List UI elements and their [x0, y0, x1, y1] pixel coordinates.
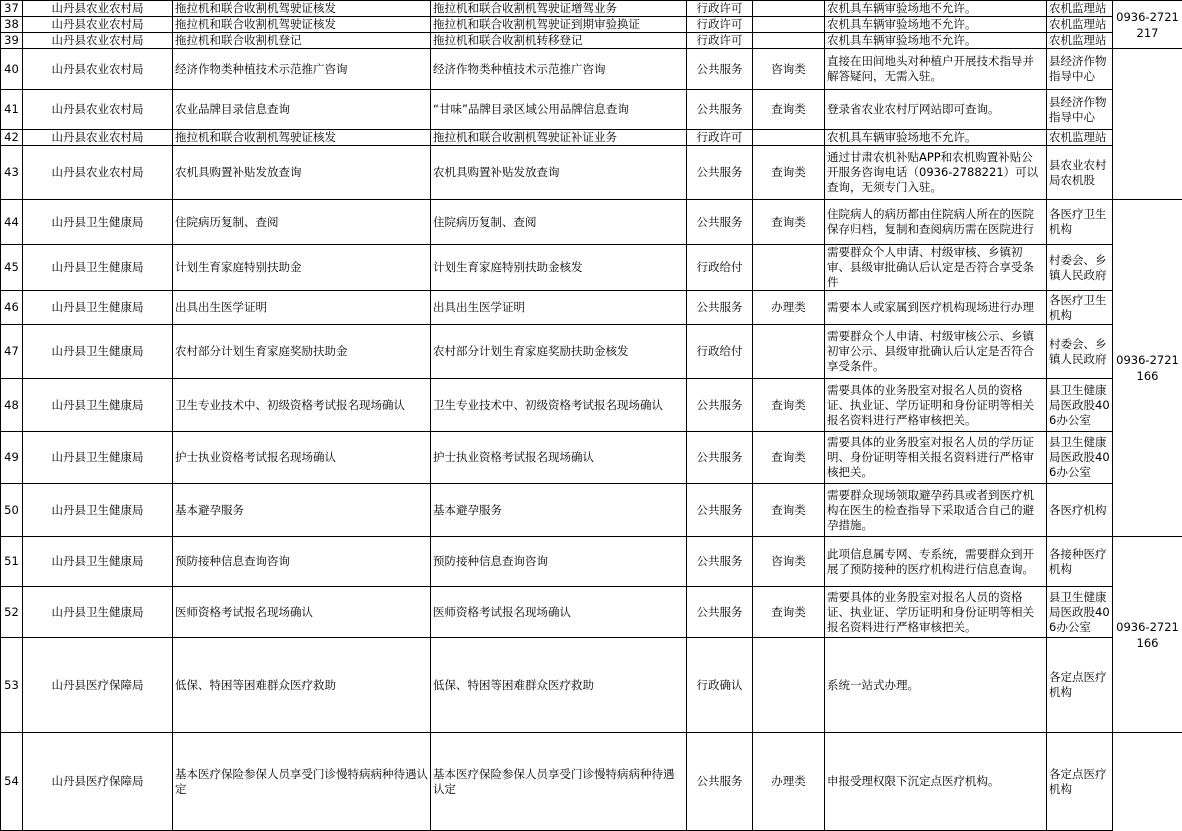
item-type-cell: 公共服务 — [687, 291, 753, 325]
table-row — [1, 484, 1182, 537]
row-number-cell: 43 — [1, 146, 23, 200]
handling-unit-cell: 各医疗卫生机构 — [1047, 200, 1113, 245]
reason-note-cell: 需要群众个人申请、村级审核、乡镇初审、县级审批确认后认定是否符合享受条件 — [825, 245, 1047, 291]
item-type-cell: 行政许可 — [687, 33, 753, 49]
reason-note-cell: 系统一站式办理。 — [825, 638, 1047, 733]
department-cell: 山丹县卫生健康局 — [23, 200, 173, 245]
category-cell: 查询类 — [753, 432, 825, 484]
handling-unit-cell: 县经济作物指导中心 — [1047, 49, 1113, 90]
service-item-cell: 拖拉机和联合收割机驾驶证核发 — [173, 17, 431, 33]
handling-unit-cell: 各接种医疗机构 — [1047, 537, 1113, 587]
item-type-cell: 公共服务 — [687, 587, 753, 638]
handling-unit-cell: 县卫生健康局医政股406办公室 — [1047, 587, 1113, 638]
reason-note-cell: 需要具体的业务股室对报名人员的资格证、执业证、学历证明和身份证明等相关报名资料进行严格审核把关。 — [825, 379, 1047, 432]
service-item-cell: 经济作物类种植技术示范推广咨询 — [173, 49, 431, 90]
department-cell: 山丹县农业农村局 — [23, 17, 173, 33]
service-item-cell: 住院病历复制、查阅 — [173, 200, 431, 245]
category-cell — [753, 130, 825, 146]
reason-note-cell: 此项信息属专网、专系统，需要群众到开展了预防接种的医疗机构进行信息查询。 — [825, 537, 1047, 587]
row-number-cell: 42 — [1, 130, 23, 146]
service-item-cell: 拖拉机和联合收割机登记 — [173, 33, 431, 49]
service-subitem-cell: 基本避孕服务 — [431, 484, 687, 537]
table-row — [1, 17, 1182, 33]
service-item-cell: 拖拉机和联合收割机驾驶证核发 — [173, 130, 431, 146]
item-type-cell: 公共服务 — [687, 537, 753, 587]
handling-unit-cell: 各定点医疗机构 — [1047, 733, 1113, 831]
category-cell — [753, 325, 825, 379]
service-item-cell: 卫生专业技术中、初级资格考试报名现场确认 — [173, 379, 431, 432]
category-cell: 查询类 — [753, 484, 825, 537]
department-cell: 山丹县卫生健康局 — [23, 587, 173, 638]
reason-note-cell: 需要本人或家属到医疗机构现场进行办理 — [825, 291, 1047, 325]
handling-unit-cell: 各定点医疗机构 — [1047, 638, 1113, 733]
service-subitem-cell: 计划生育家庭特别扶助金核发 — [431, 245, 687, 291]
item-type-cell: 公共服务 — [687, 49, 753, 90]
contact-phone-cell: 0936-2721217 — [1113, 1, 1182, 49]
category-cell — [753, 33, 825, 49]
service-subitem-cell: 农村部分计划生育家庭奖励扶助金核发 — [431, 325, 687, 379]
reason-note-cell: 需要群众个人申请、村级审核公示、乡镇初审公示、县级审批确认后认定是否符合享受条件。 — [825, 325, 1047, 379]
item-type-cell: 公共服务 — [687, 432, 753, 484]
service-subitem-cell: 农机具购置补贴发放查询 — [431, 146, 687, 200]
table-row — [1, 49, 1182, 90]
service-subitem-cell: 低保、特困等困难群众医疗救助 — [431, 638, 687, 733]
category-cell — [753, 1, 825, 17]
department-cell: 山丹县卫生健康局 — [23, 484, 173, 537]
item-type-cell: 行政给付 — [687, 325, 753, 379]
category-cell: 查询类 — [753, 200, 825, 245]
reason-note-cell: 农机具车辆审验场地不允许。 — [825, 130, 1047, 146]
reason-note-cell: 农机具车辆审验场地不允许。 — [825, 1, 1047, 17]
item-type-cell: 行政许可 — [687, 17, 753, 33]
handling-unit-cell: 各医疗卫生机构 — [1047, 291, 1113, 325]
reason-note-cell: 直接在田间地头对种植户开展技术指导并解答疑问，无需入驻。 — [825, 49, 1047, 90]
service-subitem-cell: 拖拉机和联合收割机驾驶证增驾业务 — [431, 1, 687, 17]
row-number-cell: 48 — [1, 379, 23, 432]
department-cell: 山丹县农业农村局 — [23, 130, 173, 146]
reason-note-cell: 农机具车辆审验场地不允许。 — [825, 17, 1047, 33]
item-type-cell: 公共服务 — [687, 733, 753, 831]
row-number-cell: 41 — [1, 90, 23, 130]
department-cell: 山丹县农业农村局 — [23, 90, 173, 130]
department-cell: 山丹县卫生健康局 — [23, 379, 173, 432]
handling-unit-cell: 农机监理站 — [1047, 130, 1113, 146]
department-cell: 山丹县农业农村局 — [23, 146, 173, 200]
department-cell: 山丹县农业农村局 — [23, 33, 173, 49]
row-number-cell: 50 — [1, 484, 23, 537]
category-cell: 办理类 — [753, 733, 825, 831]
category-cell: 办理类 — [753, 291, 825, 325]
table-row — [1, 291, 1182, 325]
table-row — [1, 587, 1182, 638]
row-number-cell: 40 — [1, 49, 23, 90]
table-row — [1, 146, 1182, 200]
handling-unit-cell: 农机监理站 — [1047, 17, 1113, 33]
handling-unit-cell: 县卫生健康局医政股406办公室 — [1047, 432, 1113, 484]
category-cell: 查询类 — [753, 146, 825, 200]
handling-unit-cell: 农机监理站 — [1047, 1, 1113, 17]
service-subitem-cell: “甘味”品牌目录区域公用品牌信息查询 — [431, 90, 687, 130]
row-number-cell: 52 — [1, 587, 23, 638]
service-subitem-cell: 护士执业资格考试报名现场确认 — [431, 432, 687, 484]
item-type-cell: 公共服务 — [687, 90, 753, 130]
category-cell — [753, 638, 825, 733]
row-number-cell: 53 — [1, 638, 23, 733]
row-number-cell: 45 — [1, 245, 23, 291]
handling-unit-cell: 县卫生健康局医政股406办公室 — [1047, 379, 1113, 432]
row-number-cell: 54 — [1, 733, 23, 831]
service-item-cell: 拖拉机和联合收割机驾驶证核发 — [173, 1, 431, 17]
table-row — [1, 432, 1182, 484]
service-item-cell: 预防接种信息查询咨询 — [173, 537, 431, 587]
department-cell: 山丹县卫生健康局 — [23, 432, 173, 484]
item-type-cell: 公共服务 — [687, 379, 753, 432]
service-item-cell: 基本医疗保险参保人员享受门诊慢特病病种待遇认定 — [173, 733, 431, 831]
department-cell: 山丹县卫生健康局 — [23, 245, 173, 291]
service-item-cell: 护士执业资格考试报名现场确认 — [173, 432, 431, 484]
service-subitem-cell: 卫生专业技术中、初级资格考试报名现场确认 — [431, 379, 687, 432]
reason-note-cell: 需要具体的业务股室对报名人员的资格证、执业证、学历证明和身份证明等相关报名资料进行严格审核把关。 — [825, 587, 1047, 638]
department-cell: 山丹县农业农村局 — [23, 1, 173, 17]
department-cell: 山丹县医疗保障局 — [23, 733, 173, 831]
row-number-cell: 49 — [1, 432, 23, 484]
row-number-cell: 39 — [1, 33, 23, 49]
item-type-cell: 行政许可 — [687, 130, 753, 146]
category-cell: 咨询类 — [753, 49, 825, 90]
reason-note-cell: 登录省农业农村厅网站即可查询。 — [825, 90, 1047, 130]
service-item-cell: 出具出生医学证明 — [173, 291, 431, 325]
department-cell: 山丹县农业农村局 — [23, 49, 173, 90]
service-item-cell: 农业品牌目录信息查询 — [173, 90, 431, 130]
service-subitem-cell: 基本医疗保险参保人员享受门诊慢特病病种待遇认定 — [431, 733, 687, 831]
table-row — [1, 537, 1182, 587]
service-subitem-cell: 拖拉机和联合收割机转移登记 — [431, 33, 687, 49]
service-subitem-cell: 出具出生医学证明 — [431, 291, 687, 325]
service-subitem-cell: 拖拉机和联合收割机驾驶证到期审验换证 — [431, 17, 687, 33]
row-number-cell: 46 — [1, 291, 23, 325]
row-number-cell: 37 — [1, 1, 23, 17]
item-type-cell: 行政许可 — [687, 1, 753, 17]
item-type-cell: 行政给付 — [687, 245, 753, 291]
reason-note-cell: 住院病人的病历都由住院病人所在的医院保存归档，复制和查阅病历需在医院进行 — [825, 200, 1047, 245]
table-row — [1, 33, 1182, 49]
handling-unit-cell: 县农业农村局农机股 — [1047, 146, 1113, 200]
service-subitem-cell: 预防接种信息查询咨询 — [431, 537, 687, 587]
table-row — [1, 130, 1182, 146]
category-cell: 查询类 — [753, 90, 825, 130]
handling-unit-cell: 村委会、乡镇人民政府 — [1047, 325, 1113, 379]
table-row — [1, 200, 1182, 245]
service-subitem-cell: 医师资格考试报名现场确认 — [431, 587, 687, 638]
item-type-cell: 公共服务 — [687, 484, 753, 537]
service-item-cell: 低保、特困等困难群众医疗救助 — [173, 638, 431, 733]
item-type-cell: 公共服务 — [687, 200, 753, 245]
row-number-cell: 38 — [1, 17, 23, 33]
service-item-cell: 基本避孕服务 — [173, 484, 431, 537]
table-row — [1, 1, 1182, 17]
service-subitem-cell: 经济作物类种植技术示范推广咨询 — [431, 49, 687, 90]
contact-phone-cell: 0936-2721166 — [1113, 200, 1182, 537]
service-item-cell: 计划生育家庭特别扶助金 — [173, 245, 431, 291]
category-cell — [753, 245, 825, 291]
contact-phone-cell: 0936-2721166 — [1113, 537, 1182, 733]
reason-note-cell: 需要具体的业务股室对报名人员的学历证明、身份证明等相关报名资料进行严格审核把关。 — [825, 432, 1047, 484]
service-item-cell: 农村部分计划生育家庭奖励扶助金 — [173, 325, 431, 379]
department-cell: 山丹县医疗保障局 — [23, 638, 173, 733]
service-subitem-cell: 拖拉机和联合收割机驾驶证补证业务 — [431, 130, 687, 146]
row-number-cell: 47 — [1, 325, 23, 379]
reason-note-cell: 需要群众现场领取避孕药具或者到医疗机构在医生的检查指导下采取适合自己的避孕措施。 — [825, 484, 1047, 537]
handling-unit-cell: 农机监理站 — [1047, 33, 1113, 49]
row-number-cell: 51 — [1, 537, 23, 587]
service-subitem-cell: 住院病历复制、查阅 — [431, 200, 687, 245]
item-type-cell: 公共服务 — [687, 146, 753, 200]
table-row — [1, 379, 1182, 432]
handling-unit-cell: 县经济作物指导中心 — [1047, 90, 1113, 130]
table-row — [1, 733, 1182, 831]
category-cell — [753, 17, 825, 33]
item-type-cell: 行政确认 — [687, 638, 753, 733]
department-cell: 山丹县卫生健康局 — [23, 291, 173, 325]
category-cell: 咨询类 — [753, 537, 825, 587]
category-cell: 查询类 — [753, 379, 825, 432]
reason-note-cell: 申报受理权限下沉定点医疗机构。 — [825, 733, 1047, 831]
table-row — [1, 90, 1182, 130]
reason-note-cell: 农机具车辆审验场地不允许。 — [825, 33, 1047, 49]
reason-note-cell: 通过甘肃农机补贴APP和农机购置补贴公开服务咨询电话（0936-2788221）可以查询，无须专门入驻。 — [825, 146, 1047, 200]
table-row — [1, 325, 1182, 379]
department-cell: 山丹县卫生健康局 — [23, 537, 173, 587]
handling-unit-cell: 村委会、乡镇人民政府 — [1047, 245, 1113, 291]
category-cell: 查询类 — [753, 587, 825, 638]
table-row — [1, 638, 1182, 733]
row-number-cell: 44 — [1, 200, 23, 245]
service-item-cell: 农机具购置补贴发放查询 — [173, 146, 431, 200]
department-cell: 山丹县卫生健康局 — [23, 325, 173, 379]
table-row — [1, 245, 1182, 291]
handling-unit-cell: 各医疗机构 — [1047, 484, 1113, 537]
service-item-cell: 医师资格考试报名现场确认 — [173, 587, 431, 638]
